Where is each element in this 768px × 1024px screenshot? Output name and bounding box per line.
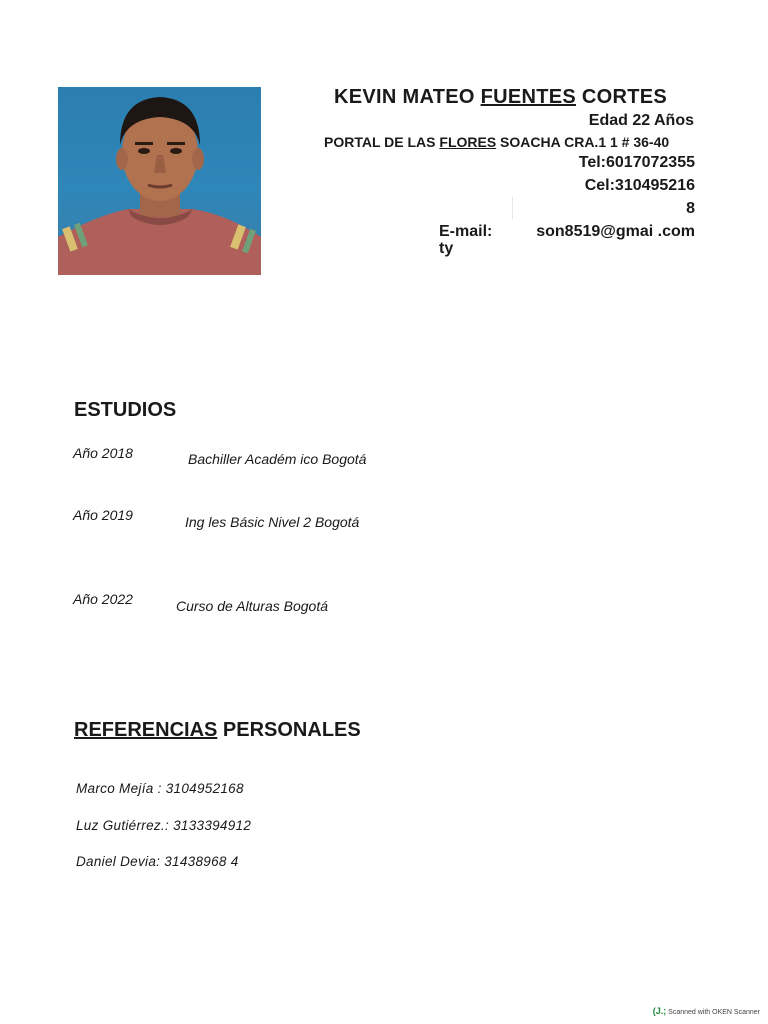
study-year: Año 2019 [73,507,133,523]
cellphone-text: Cel:310495216 [584,177,695,194]
email-value: son8519@gmai .com [536,223,695,240]
person-portrait-icon [58,87,261,275]
study-year: Año 2018 [73,445,133,461]
telephone-text: Tel:6017072355 [578,154,695,171]
study-description: Bachiller Académ ico Bogotá [188,451,367,467]
email-label: E-mail: [439,223,493,240]
study-description: Curso de Alturas Bogotá [176,598,329,614]
email-label-continued: ty [439,240,454,257]
divider [512,197,513,219]
reference-item: Daniel Devia: 31438968 4 [76,854,239,869]
reference-item: Marco Mejía : 3104952168 [76,781,244,796]
age-text: Edad 22 Años [588,112,694,129]
candidate-name: KEVIN MATEO FUENTES CORTES [334,86,668,108]
section-title-estudios: ESTUDIOS [74,399,177,421]
reference-item: Luz Gutiérrez.: 3133394912 [76,818,252,833]
scanner-watermark: (J.; Scanned with OKEN Scanner [652,1006,760,1016]
study-description: Ing les Básic Nivel 2 Bogotá [185,514,360,530]
profile-photo [58,87,261,275]
section-title-referencias: REFERENCIAS PERSONALES [74,719,361,741]
address-text: PORTAL DE LAS FLORES SOACHA CRA.1 1 # 36-40 [324,134,670,150]
scanner-logo-icon: (J.; [652,1006,667,1016]
cellphone-text-continued: 8 [686,200,695,217]
study-year: Año 2022 [73,591,133,607]
